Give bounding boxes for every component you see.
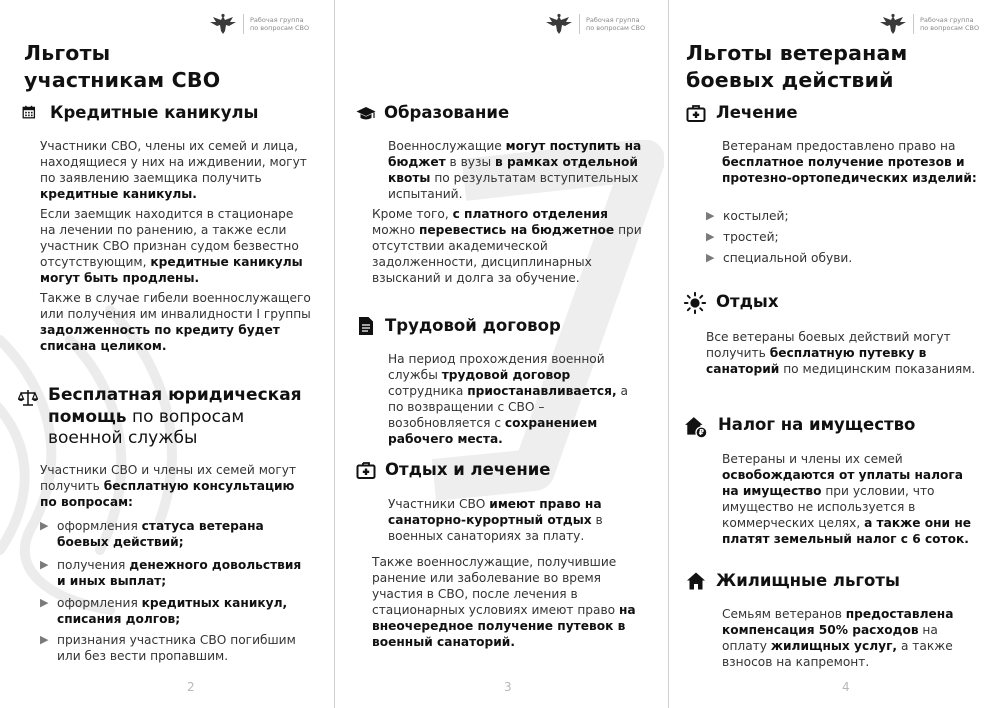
- section-heading-housing: Жилищные льготы: [686, 570, 900, 592]
- page-title: Льготы ветеранам боевых действий: [686, 41, 908, 92]
- paragraph: Участники СВО, члены их семей и лица, находящиеся у них на иждивении, могут по заявлению заемщика получить кредитные каникулы.: [40, 139, 307, 201]
- paragraph: Ветераны и члены их семей освобождаются от уплаты налога на имущество при условии, что имущество не используется в коммерческих целях, а также они не платят земельный налог с 6 соток.: [722, 452, 972, 546]
- list-item: ▶ специальной обуви.: [706, 251, 853, 265]
- page-4: [668, 0, 1000, 708]
- list-item: ▶ получения денежного довольствия и иных выплат;: [40, 558, 302, 588]
- page-title: Льготы участникам СВО: [24, 41, 221, 92]
- svg-text:₽: ₽: [698, 428, 705, 438]
- page-header: [878, 12, 979, 36]
- page-number: 2: [187, 680, 195, 694]
- arrow-bullet-icon: ▶: [40, 596, 49, 609]
- list-item: ▶ оформления кредитных каникул, списания долгов;: [40, 596, 288, 626]
- list-item: ▶ тростей;: [706, 230, 779, 244]
- medkit-icon: [356, 460, 376, 480]
- section-heading-labor-contract: Трудовой договор: [356, 315, 561, 337]
- page-2: [0, 0, 334, 708]
- arrow-bullet-icon: ▶: [40, 519, 49, 532]
- sun-icon: [684, 292, 706, 314]
- paragraph: Также в случае гибели военнослужащего или получения им инвалидности I группы задолженность по кредиту будет списана целиком.: [40, 291, 311, 353]
- eagle-emblem-icon: [544, 13, 574, 35]
- list-item: ▶ костылей;: [706, 209, 789, 223]
- list-item: ▶ оформления статуса ветерана боевых действий;: [40, 519, 264, 549]
- page-number: 4: [842, 680, 850, 694]
- paragraph: Ветеранам предоставлено право на бесплатное получение протезов и протезно-ортопедических изделий:: [722, 139, 977, 185]
- scales-icon: [18, 388, 38, 408]
- section-heading-rest: Отдых: [684, 291, 778, 314]
- paragraph: Кроме того, с платного отделения можно перевестись на бюджетное при отсутствии академической задолженности, дисциплинарных взысканий и долга за обучение.: [372, 207, 642, 285]
- paragraph: На период прохождения военной службы трудовой договор сотрудника приостанавливается, а по возвращении с СВО – возобновляется с сохранением рабочего места.: [388, 352, 628, 446]
- graduation-cap-icon: [356, 104, 376, 124]
- arrow-bullet-icon: ▶: [706, 230, 715, 243]
- section-heading-rest-treatment: Отдых и лечение: [356, 459, 550, 481]
- arrow-bullet-icon: ▶: [706, 251, 715, 264]
- header-caption: Рабочая группа по вопросам СВО: [586, 16, 646, 32]
- paragraph: Участники СВО имеют право на санаторно-курортный отдых в военных санаториях за плату.: [388, 497, 603, 543]
- medkit-icon: [686, 103, 706, 123]
- section-heading-treatment: Лечение: [686, 102, 798, 124]
- paragraph: Военнослужащие могут поступить на бюджет в вузы в рамках отдельной квоты по результатам вступительных испытаний.: [388, 139, 642, 201]
- paragraph: Если заемщик находится в стационаре на лечении по ранению, а также если участник СВО признан судом безвестно отсутствующим, кредитные каникулы могут быть продлены.: [40, 207, 303, 285]
- eagle-emblem-icon: [208, 13, 238, 35]
- arrow-bullet-icon: ▶: [40, 633, 49, 646]
- page-header: [208, 12, 309, 36]
- list-item: ▶ признания участника СВО погибшим или без вести пропавшим.: [40, 633, 296, 663]
- paragraph: Также военнослужащие, получившие ранение или заболевание во время участия в СВО, после лечения в стационарных условиях имеют право на внеочередное получение путевок в военный санаторий.: [372, 555, 636, 649]
- document-icon: [356, 316, 376, 336]
- paragraph: Все ветераны боевых действий могут получить бесплатную путевку в санаторий по медицинским показаниям.: [706, 330, 976, 376]
- house-tax-icon: [684, 415, 708, 439]
- section-heading-education: Образование: [356, 102, 509, 124]
- arrow-bullet-icon: ▶: [706, 209, 715, 222]
- paragraph: Участники СВО и члены их семей могут получить бесплатную консультацию по вопросам:: [40, 463, 297, 509]
- header-caption: Рабочая группа по вопросам СВО: [250, 16, 310, 32]
- arrow-bullet-icon: ▶: [40, 558, 49, 571]
- house-icon: [686, 571, 706, 591]
- calendar-icon: [22, 105, 38, 121]
- page-number: 3: [504, 680, 512, 694]
- header-caption: Рабочая группа по вопросам СВО: [920, 16, 980, 32]
- section-heading-credit-holidays: Кредитные каникулы: [22, 102, 258, 124]
- section-heading-property-tax: ₽ Налог на имущество: [684, 414, 915, 439]
- page-3: [334, 0, 668, 708]
- page-header: [544, 12, 645, 36]
- section-heading-legal-aid: Бесплатная юридическая помощь по вопросам военной службы: [18, 385, 318, 450]
- eagle-emblem-icon: [878, 13, 908, 35]
- paragraph: Семьям ветеранов предоставлена компенсация 50% расходов на оплату жилищных услуг, а также взносов на капремонт.: [722, 607, 954, 669]
